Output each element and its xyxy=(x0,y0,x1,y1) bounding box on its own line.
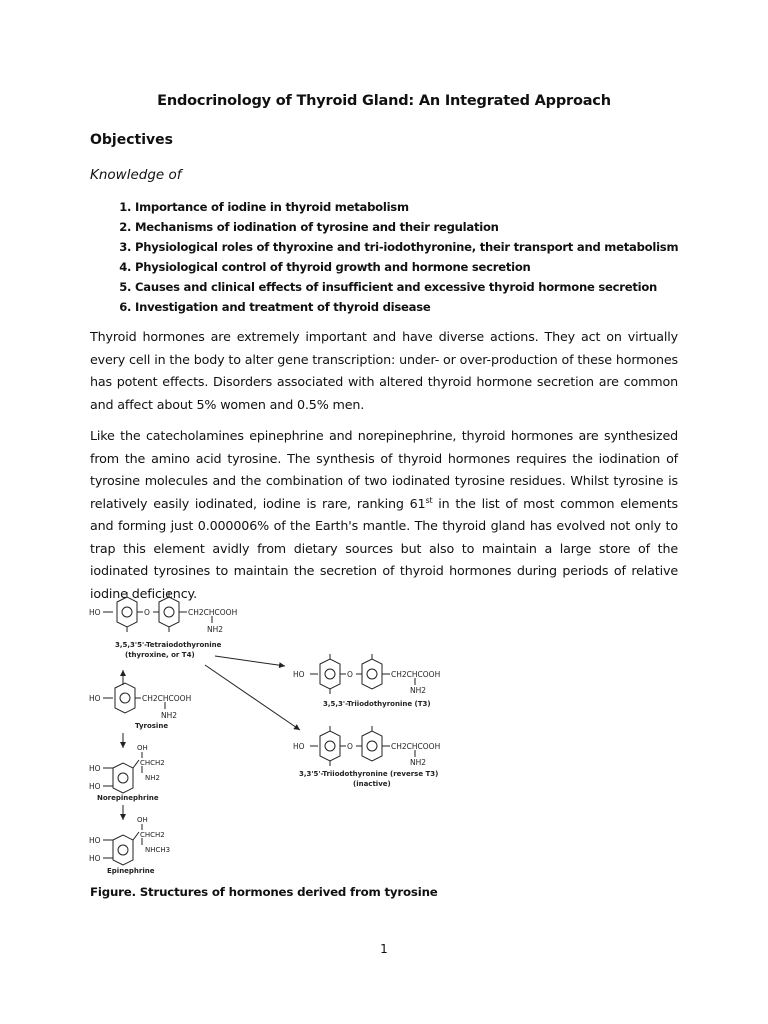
norepinephrine-chch2: CHCH2 xyxy=(140,759,165,767)
paragraph-synthesis-part2: in the list of most common elements and forming just 0.000006% of the Earth's mantle. The thyroid gland has evolved not only to trap this element avidly from dietary sources but also to maintain a large store of the iodinated tyrosines to maintain the secretion of thyroid hormones during periods of relative iodine deficiency. xyxy=(90,495,678,601)
rt3-amine: NH2 xyxy=(410,758,427,767)
paragraph-synthesis-part1: Like the catecholamines epinephrine and norepinephrine, thyroid hormones are synthesized from the amino acid tyrosine. The synthesis of thyroid hormones requires the iodination of tyrosine molecules and the combination of two iodinated tyrosine residues. Whilst tyrosine is relatively easily iodinated, iodine is rare, ranking 61 xyxy=(90,428,678,511)
paragraph-synthesis xyxy=(90,425,678,605)
norepinephrine-label: Norepinephrine xyxy=(97,794,159,802)
t3-amine: NH2 xyxy=(410,686,427,695)
objective-item: 3. Physiological roles of thyroxine and tri-iodothyronine, their transport and metabolism xyxy=(135,237,755,257)
rt3-hydroxyl: HO xyxy=(293,742,305,751)
t4-amine: NH2 xyxy=(207,625,224,634)
objectives-heading: Objectives xyxy=(90,132,173,148)
knowledge-label: Knowledge of xyxy=(90,167,182,183)
rt3-ether: O xyxy=(347,742,353,751)
objective-item: 2. Mechanisms of iodination of tyrosine and their regulation xyxy=(135,217,755,237)
t4-ether: O xyxy=(144,608,150,617)
norepinephrine-structure xyxy=(103,752,142,793)
norepinephrine-oh: OH xyxy=(137,744,148,752)
paragraph-intro: Thyroid hormones are extremely important and have diverse actions. They act on virtually every cell in the body to alter gene transcription: under- or over-production of these hormones has potent effects. Disorders associated with altered thyroid hormone secretion are common and affect about 5% women and 0.5% men. xyxy=(90,329,678,412)
figure-caption: Figure. Structures of hormones derived from tyrosine xyxy=(90,885,438,899)
epinephrine-hydroxyl-2: HO xyxy=(89,854,101,863)
ordinal-suffix: st xyxy=(425,495,433,505)
epinephrine-hydroxyl-1: HO xyxy=(89,836,101,845)
rt3-side-chain: CH2CHCOOH xyxy=(391,742,441,751)
tyrosine-amine: NH2 xyxy=(161,711,178,720)
rt3-name: 3,3'5'-Triiodothyronine (reverse T3) xyxy=(299,770,439,778)
t4-hydroxyl: HO xyxy=(89,608,101,617)
t4-side-chain: CH2CHCOOH xyxy=(188,608,238,617)
tyrosine-hydroxyl: HO xyxy=(89,694,101,703)
t3-name: 3,5,3'-Triiodothyronine (T3) xyxy=(323,700,431,708)
page-number: 1 xyxy=(380,942,388,956)
norepinephrine-hydroxyl-2: HO xyxy=(89,782,101,791)
t3-side-chain: CH2CHCOOH xyxy=(391,670,441,679)
objective-item: 5. Causes and clinical effects of insufficient and excessive thyroid hormone secretion xyxy=(135,277,755,297)
tyrosine-label: Tyrosine xyxy=(135,722,169,730)
objectives-list xyxy=(90,197,755,317)
objective-item: 6. Investigation and treatment of thyroid disease xyxy=(135,297,755,317)
epinephrine-nhch3: NHCH3 xyxy=(145,846,171,854)
epinephrine-structure xyxy=(103,824,142,865)
epinephrine-oh: OH xyxy=(137,816,148,824)
hormone-structures-figure xyxy=(85,590,445,880)
t4-alias: (thyroxine, or T4) xyxy=(125,651,195,659)
document-title: Endocrinology of Thyroid Gland: An Integrated Approach xyxy=(157,93,611,109)
epinephrine-chch2: CHCH2 xyxy=(140,831,165,839)
norepinephrine-hydroxyl-1: HO xyxy=(89,764,101,773)
rt3-note: (inactive) xyxy=(353,780,391,788)
t4-name: 3,5,3'5'-Tetraiodothyronine xyxy=(115,641,222,649)
t3-hydroxyl: HO xyxy=(293,670,305,679)
epinephrine-label: Epinephrine xyxy=(107,867,155,875)
norepinephrine-amine: NH2 xyxy=(145,774,160,782)
tyrosine-side-chain: CH2CHCOOH xyxy=(142,694,192,703)
t3-ether: O xyxy=(347,670,353,679)
objective-item: 4. Physiological control of thyroid growth and hormone secretion xyxy=(135,257,755,277)
objective-item: 1. Importance of iodine in thyroid metabolism xyxy=(135,197,755,217)
